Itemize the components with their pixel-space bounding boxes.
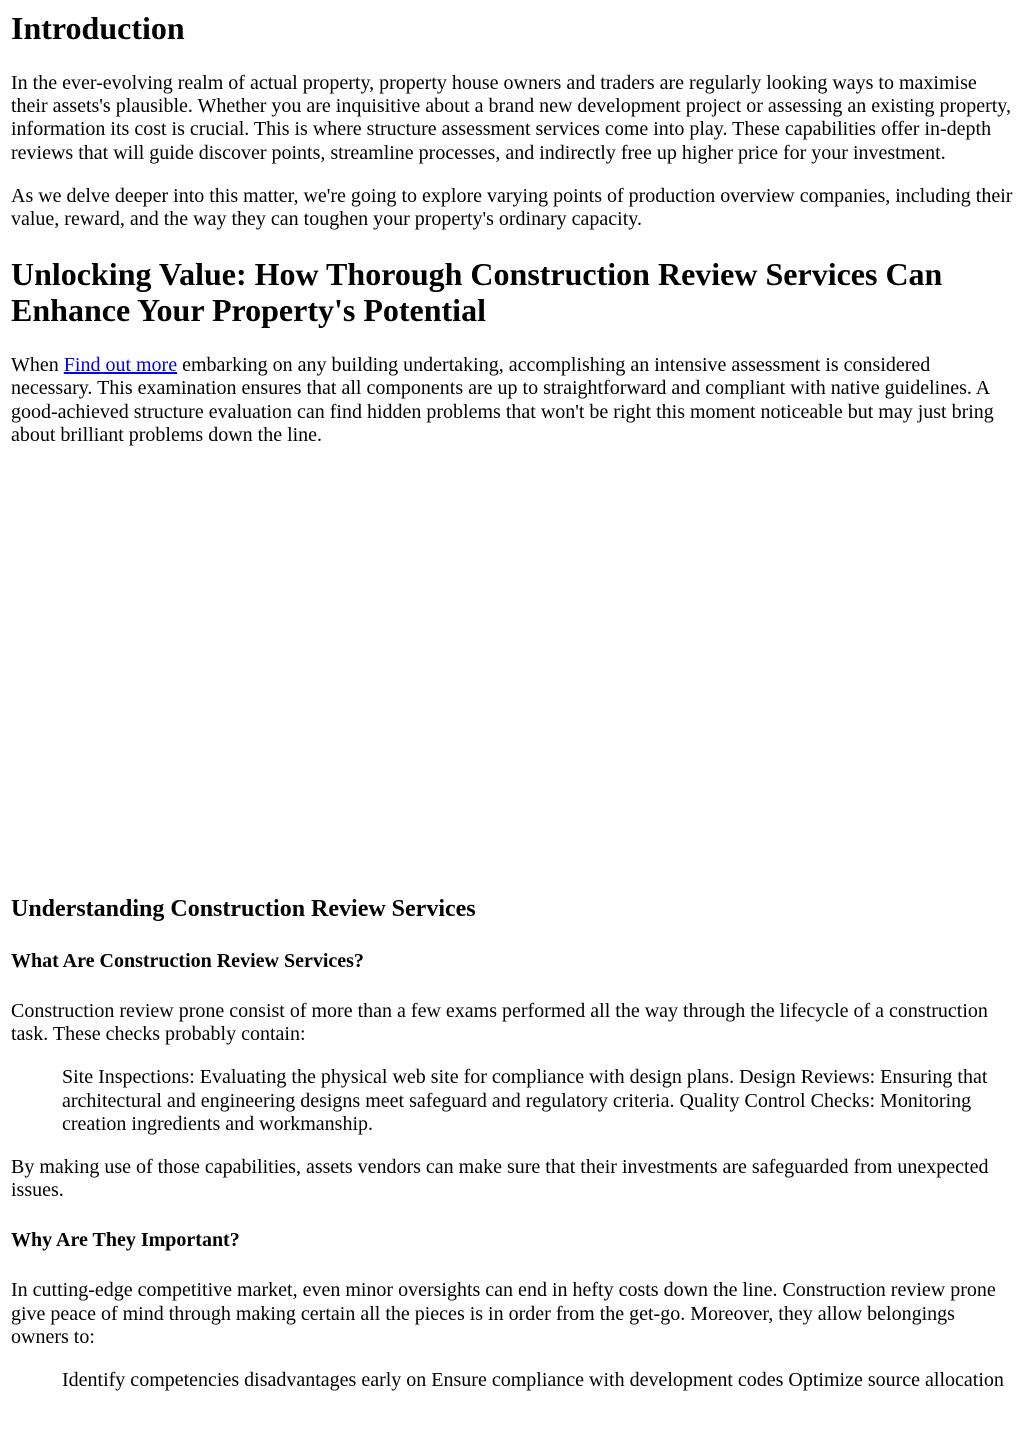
- understanding-heading: Understanding Construction Review Services: [11, 896, 476, 923]
- intro-paragraph-1: In the ever-evolving realm of actual property, property house owners and traders are regularly looking ways to maximise their assets's plausible. Whether you are inquisitive about a brand new development project or assessing an existing property, information its cost is crucial. This is where structure assessment services come into play. These capabilities offer in-depth reviews that will guide discover points, streamline processes, and indirectly free up higher price for your investment.: [11, 72, 1012, 164]
- what-list-quote: Site Inspections: Evaluating the physical web site for compliance with design plans. Design Reviews: Ensuring that architectural and engineering designs meet safeguard and regulatory criteria. Quality Control Checks: Monitoring creation ingredients and workmanship.: [62, 1066, 988, 1135]
- find-out-more-link[interactable]: Find out more: [63, 354, 178, 377]
- why-heading: Why Are They Important?: [11, 1229, 240, 1252]
- unlocking-paragraph: [11, 354, 1014, 447]
- unlocking-heading: Unlocking Value: How Thorough Construction Review Services Can Enhance Your Property's Potential: [11, 256, 943, 329]
- what-paragraph: Construction review prone consist of more than a few exams performed all the way through the lifecycle of a construction task. These checks probably contain:: [11, 1000, 988, 1046]
- why-list-quote: Identify competencies disadvantages early on Ensure compliance with development codes Optimize source allocation: [62, 1369, 1004, 1392]
- what-heading: What Are Construction Review Services?: [11, 950, 364, 973]
- embedded-media-blank: [11, 447, 1014, 888]
- intro-heading: Introduction: [11, 10, 185, 46]
- unlocking-paragraph-rest: embarking on any building undertaking, accomplishing an intensive assessment is considered necessary. This examination ensures that all components are up to straightforward and compliant with native guidelines. A good-achieved structure evaluation can find hidden problems that won't be right this moment noticeable but may just bring about brilliant problems down the line.: [11, 354, 994, 446]
- intro-paragraph-2: As we delve deeper into this matter, we're going to explore varying points of production overview companies, including their value, reward, and the way they can toughen your property's ordinary capacity.: [11, 184, 1013, 231]
- unlocking-paragraph-start: When: [11, 354, 64, 377]
- what-after-paragraph: By making use of those capabilities, assets vendors can make sure that their investments are safeguarded from unexpected issues.: [11, 1156, 989, 1202]
- why-paragraph: In cutting-edge competitive market, even minor oversights can end in hefty costs down the line. Construction review prone give peace of mind through making certain all the pieces is in order from the get-go. Moreover, they allow belongings owners to:: [11, 1279, 996, 1348]
